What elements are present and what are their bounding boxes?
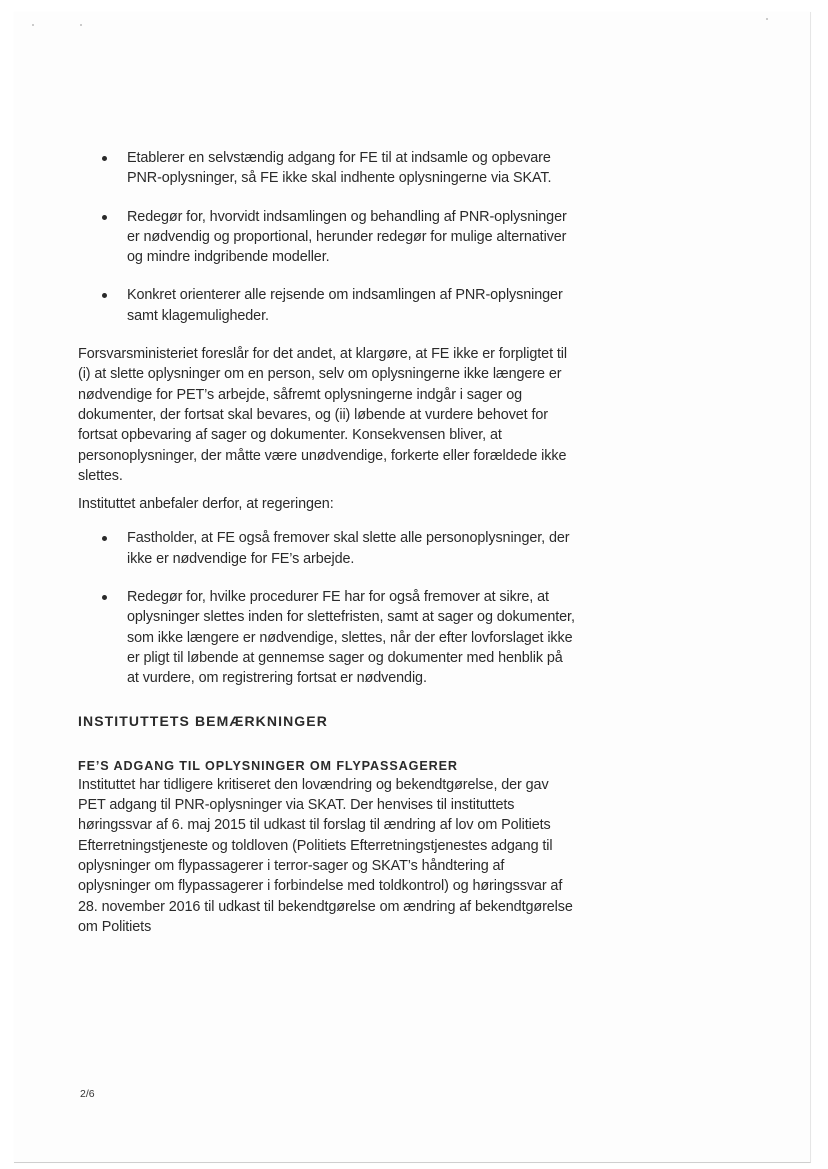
paragraph: Instituttet anbefaler derfor, at regeringen: [78,496,334,513]
list-item [127,148,578,189]
bullet-icon [102,215,107,220]
list-item-text: Etablerer en selvstændig adgang for FE til at indsamle og opbevare PNR-oplysninger, så FE ikke skal indhente oplysningerne via SKAT. [127,150,552,187]
bullet-icon [102,293,107,298]
recommendation-list-2 [78,528,578,688]
section-heading: INSTITUTTETS BEMÆRKNINGER [78,712,328,729]
list-item [127,207,578,268]
paragraph: Forsvarsministeriet foreslår for det andet, at klargøre, at FE ikke er forpligtet til (i) at slette oplysninger om en person, selv om oplysningerne ikke længere er nødvendige for PET’s arbejde, såfremt oplysningerne indgår i sager og dokumenter, der fortsat skal bevares, og (ii) løbende at vurdere behovet for fortsat opbevaring af sager og dokumenter. Konsekvensen bliver, at personoplysninger, der måtte være unødvendige, forkerte eller forældede ikke slettes. [78,346,567,484]
page-number: 2/6 [80,1088,95,1100]
recommendation-list-1 [78,148,578,326]
bullet-icon [102,595,107,600]
list-item-text: Redegør for, hvilke procedurer FE har for også fremover at sikre, at oplysninger slettes inden for slettefristen, samt at sager og dokumenter, som ikke længere er nødvendige, slettes, når der efter lovforslaget ikke er pligt til løbende at gennemse sager og dokumenter med henblik på at vurdere, om registrering fortsat er nødvendig. [127,589,575,687]
list-item [127,528,578,569]
scan-speck [766,18,768,20]
list-item [127,587,578,688]
bullet-icon [102,536,107,541]
list-item [127,285,578,326]
paragraph: Instituttet har tidligere kritiseret den lovændring og bekendtgørelse, der gav PET adgang til PNR-oplysninger via SKAT. Der henvises til instituttets høringssvar af 6. maj 2015 til udkast til forslag til ændring af lov om Politiets Efterretningstjeneste og toldloven (Politiets Efterretningstjenestes adgang til oplysninger om flypassagerer i terror-sager og SKAT’s håndtering af oplysninger om flypassagerer i forbindelse med toldkontrol) og høringssvar af 28. november 2016 til udkast til bekendtgørelse om ændring af bekendtgørelse om Politiets [78,776,573,935]
scan-speck [32,24,34,26]
scan-speck [80,24,82,26]
list-item-text: Konkret orienterer alle rejsende om indsamlingen af PNR-oplysninger samt klagemuligheder. [127,287,563,324]
bullet-icon [102,156,107,161]
subsection-heading: FE’S ADGANG TIL OPLYSNINGER OM FLYPASSAGERER [78,758,458,773]
document-body [78,148,578,937]
list-item-text: Redegør for, hvorvidt indsamlingen og behandling af PNR-oplysninger er nødvendig og proportional, herunder redegør for mulige alternativer og mindre indgribende modeller. [127,208,567,266]
list-item-text: Fastholder, at FE også fremover skal slette alle personoplysninger, der ikke er nødvendige for FE’s arbejde. [127,530,570,567]
